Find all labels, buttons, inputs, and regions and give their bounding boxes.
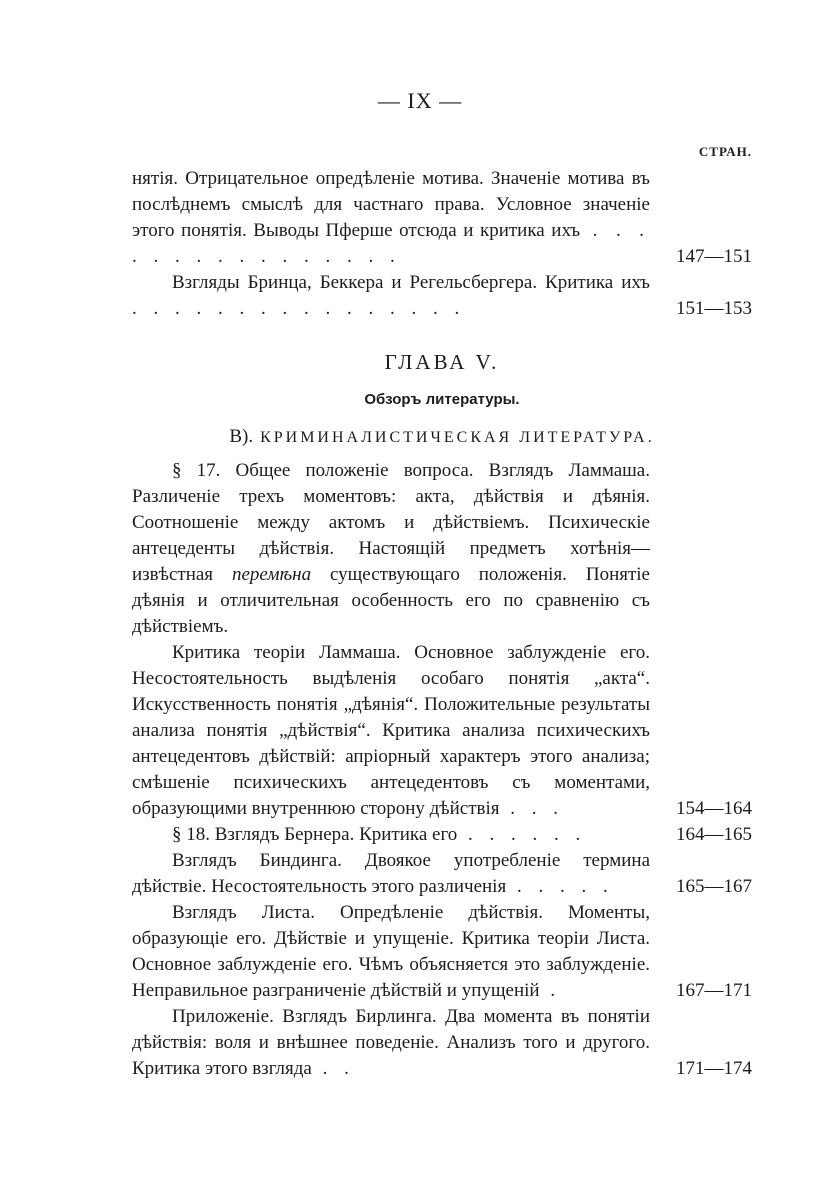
leader-dots: . . . . . . . . . . . . . . . . <box>132 220 651 267</box>
toc-entry <box>132 900 752 1004</box>
toc-entry <box>132 822 752 848</box>
leader-dots: . <box>539 980 562 1001</box>
page-column-label: СТРАН. <box>698 144 752 159</box>
toc-entry <box>132 1004 752 1082</box>
toc-entry-text: нятія. Отрицательное опредѣленіе мотива. Значеніе мотива въ послѣднемъ смыслѣ для частнаго права. Условное значеніе этого понятія. Выводы Пферше отсюда и критика ихъ <box>132 168 650 241</box>
toc-entry-text: Взгляды Бринца, Беккера и Регельсбергера. Критика ихъ <box>172 272 650 293</box>
leader-dots: . . . . . <box>506 876 614 897</box>
leader-dots: . . . . . . . . . . . . . . . . <box>132 298 466 319</box>
section-title: КРИМИНАЛИСТИЧЕСКАЯ ЛИТЕРАТУРА. <box>260 429 655 446</box>
chapter-title: ГЛАВА V. <box>384 350 500 374</box>
section-heading <box>132 426 752 448</box>
toc-entry-text: Критика теоріи Ламмаша. Основное заблужденіе его. Несостоятельность выдѣленія особаго понятія „акта“. Искусственность понятія „дѣянія“. Положительные результаты анализа понятія „дѣйствія“. Критика анализа психическихъ антецедентовъ дѣйствій: апріорный характеръ этого анализа; смѣшеніе психическихъ антецедентовъ съ моментами, образующими внутреннюю сторону дѣйствія <box>132 642 650 819</box>
page-range: 164—165 <box>676 824 752 845</box>
page-range: 151—153 <box>676 298 752 319</box>
toc-entry-text: Взглядъ Биндинга. Двоякое употребленіе термина дѣйствіе. Несостоятельность этого различенія <box>132 850 650 897</box>
toc-entry <box>132 640 752 822</box>
page-range: 147—151 <box>676 246 752 267</box>
leader-dots: . . . . . . <box>457 824 587 845</box>
page-range: 154—164 <box>676 798 752 819</box>
toc-entry-text: Взглядъ Листа. Опредѣленіе дѣйствія. Моменты, образующіе его. Дѣйствіе и упущеніе. Критика теоріи Листа. Основное заблужденіе его. Чѣмъ объясняется это заблужденіе. Неправильное разграниченіе дѣйствій и упущеній <box>132 902 650 1001</box>
toc-entry-text-continued: существующаго положенія. Понятіе дѣянія и отличительная особенность его по сравненію съ дѣйствіемъ. <box>132 564 650 637</box>
page-range: 167—171 <box>676 980 752 1001</box>
toc-entry <box>132 166 752 270</box>
leader-dots: . . . <box>499 798 565 819</box>
page-number: — IX — <box>377 88 463 113</box>
toc-entry-text: § 17. Общее положеніе вопроса. Взглядъ Ламмаша. Различеніе трехъ моментовъ: акта, дѣйствія и дѣянія. Соотношеніе между актомъ и дѣйствіемъ. Психическіе антецеденты дѣйствія. Настоящій предметъ хотѣнія—извѣстная <box>132 460 650 585</box>
toc-entry-text: Приложеніе. Взглядъ Бирлинга. Два момента въ понятіи дѣйствія: воля и внѣшнее поведеніе. Анализъ того и другого. Критика этого взгляда <box>132 1006 650 1079</box>
page-range: 171—174 <box>676 1058 752 1079</box>
toc-entry <box>132 270 752 322</box>
table-of-contents <box>132 166 752 1082</box>
toc-entry-italic: перемѣна <box>231 564 312 585</box>
leader-dots: . . <box>311 1058 355 1079</box>
page-range: 165—167 <box>676 876 752 897</box>
chapter-subtitle: Обзоръ литературы. <box>364 391 520 408</box>
toc-entry <box>132 848 752 900</box>
toc-entry <box>132 458 752 640</box>
toc-entry-text: § 18. Взглядъ Бернера. Критика его <box>172 824 458 845</box>
section-letter: В). <box>229 426 254 447</box>
